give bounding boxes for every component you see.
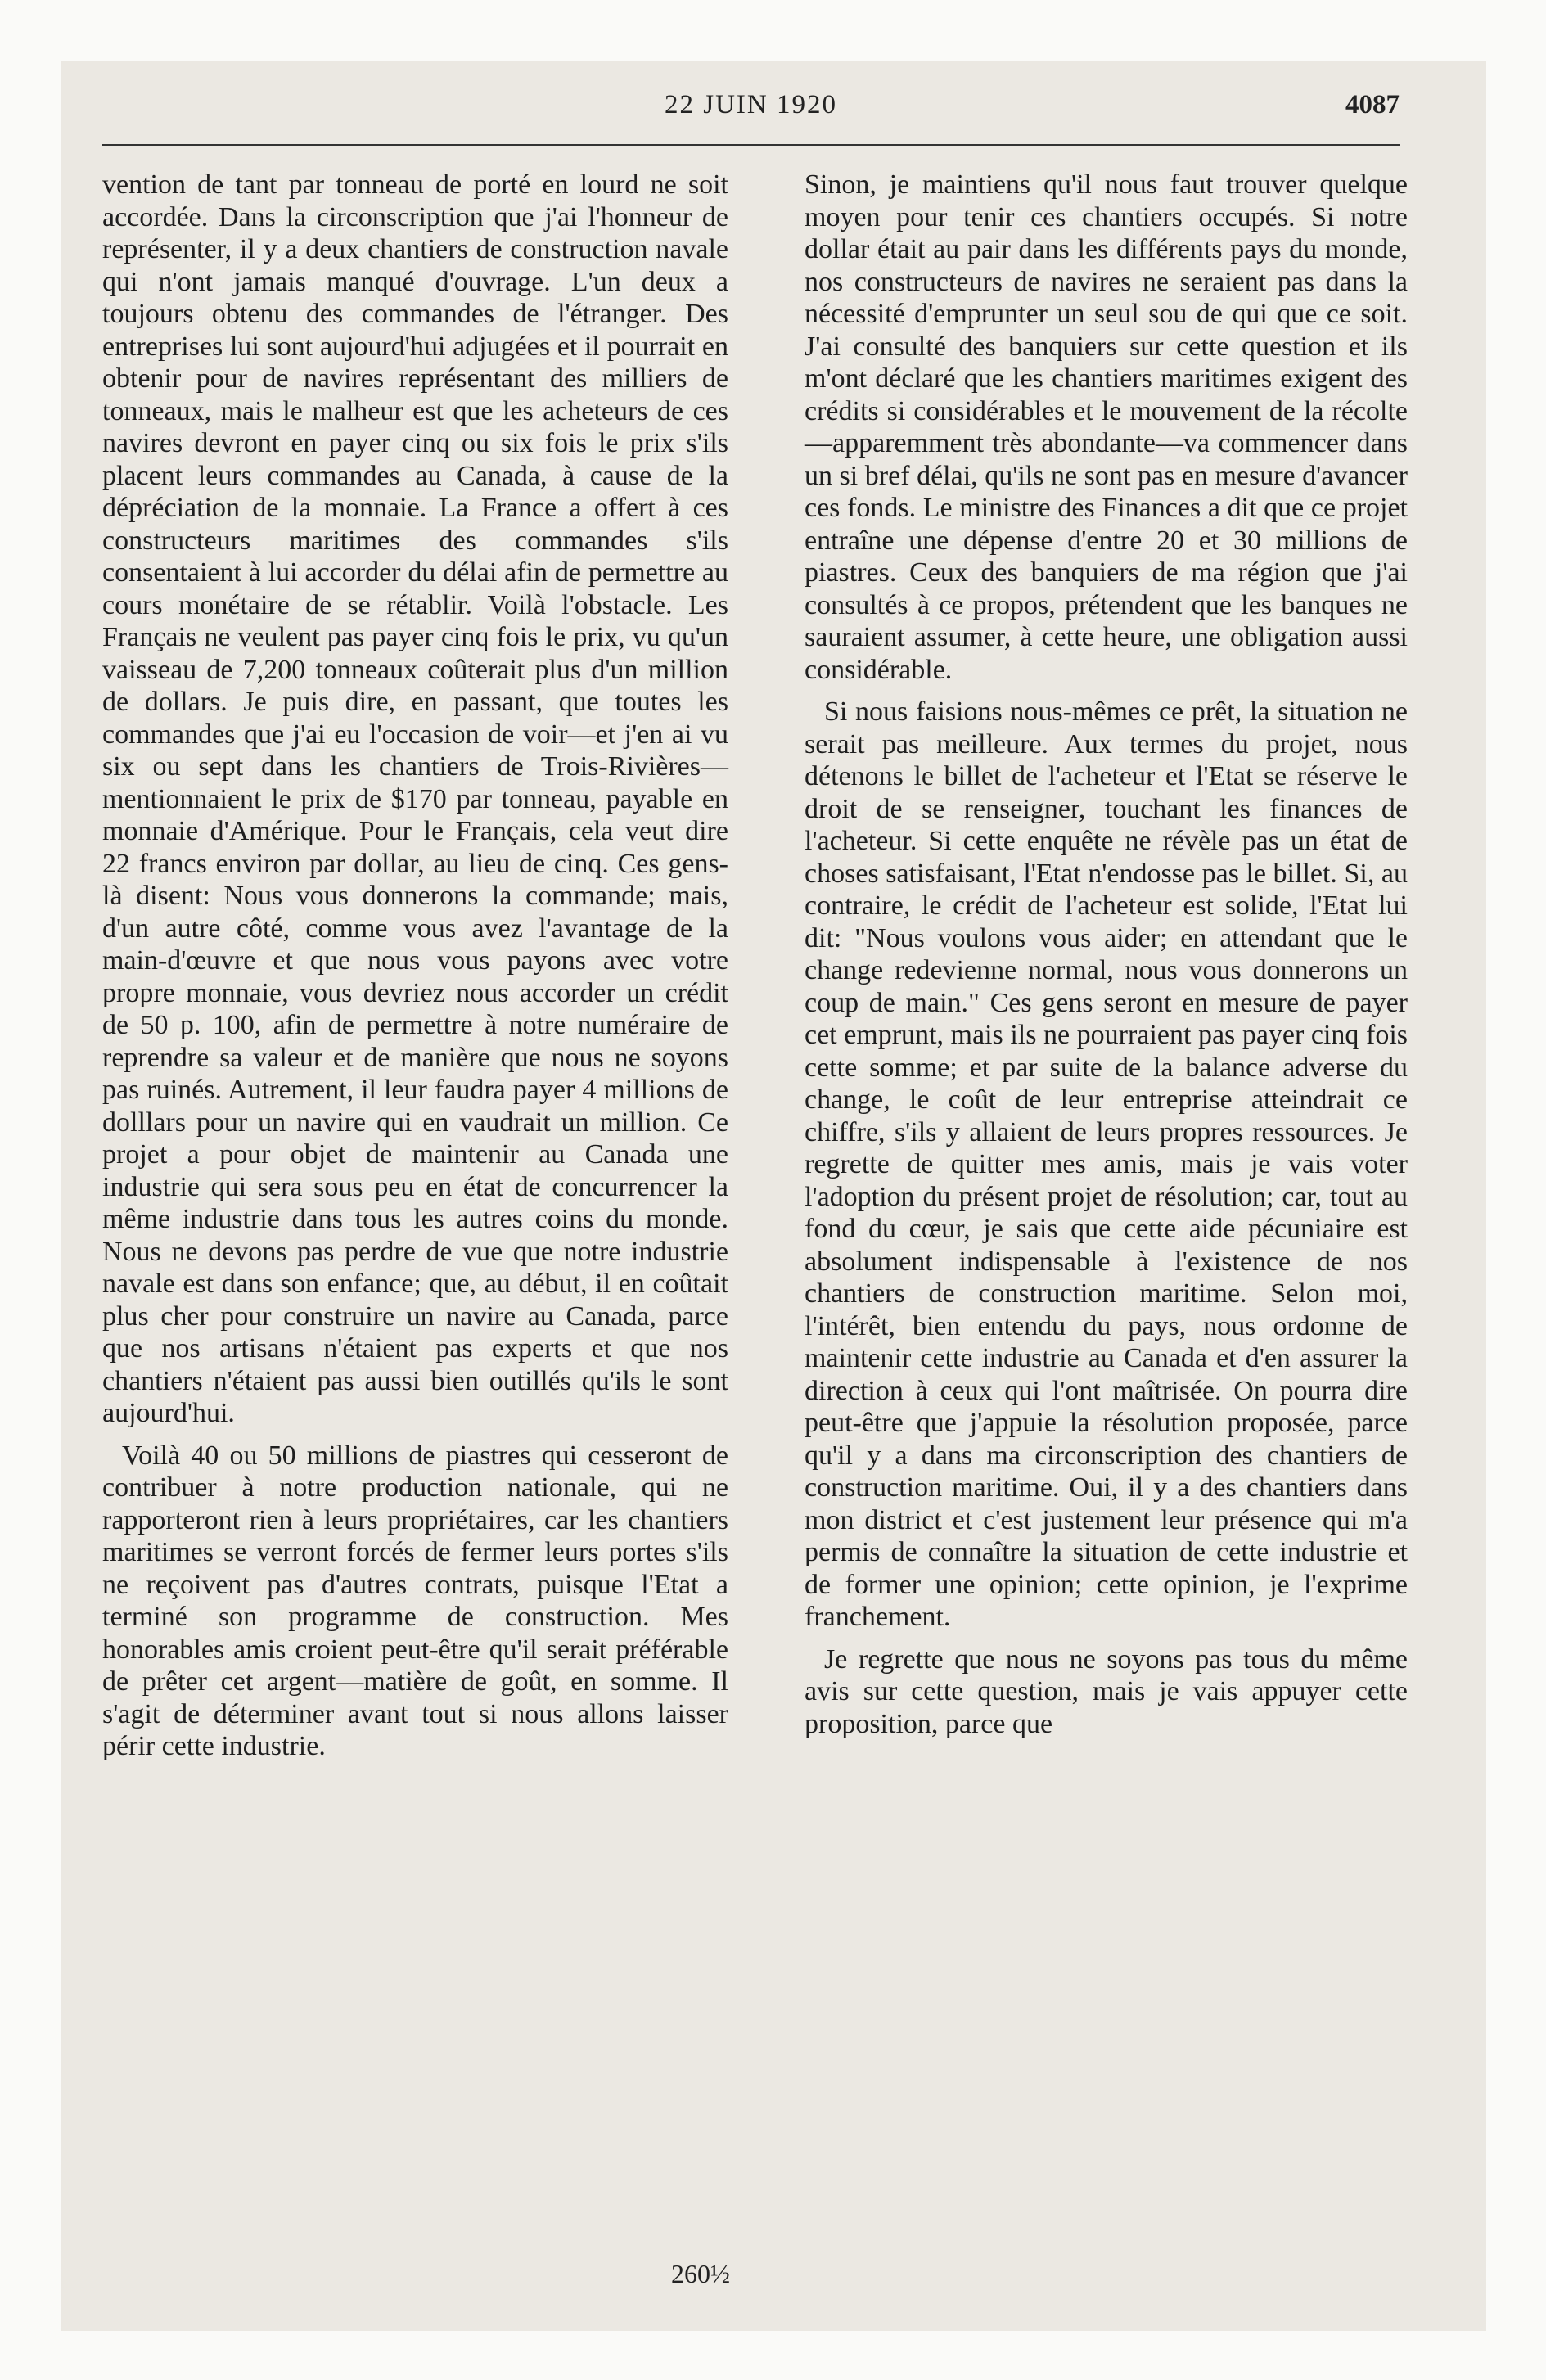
header-date: 22 JUIN 1920 bbox=[665, 90, 837, 119]
header-rule bbox=[102, 144, 1400, 146]
footer-marker: 260½ bbox=[671, 2259, 730, 2288]
right-column bbox=[805, 169, 1408, 1740]
right-paragraph-2: Si nous faisions nous-mêmes ce prêt, la situation ne serait pas meilleure. Aux termes du projet, nous détenons le billet de l'acheteur et l'Etat se réserve le droit de se renseigner, touchant les finances de l'acheteur. Si cette enquête ne révèle pas un état de choses satisfaisant, l'Etat n'endosse pas le billet. Si, au contraire, le crédit de l'acheteur est solide, l'Etat lui dit: "Nous voulons vous aider; en attendant que le change redevienne normal, nous vous donnerons un coup de main." Ces gens seront en mesure de payer cet emprunt, mais ils ne pourraient pas payer cinq fois cette somme; et par suite de la balance adverse du change, le coût de leur entreprise atteindrait ce chiffre, s'ils y allaient de leurs propres ressources. Je regrette de quitter mes amis, mais je vais voter l'adoption du présent projet de résolution; car, tout au fond du cœur, je sais que cette aide pécuniaire est absolument indispensable à l'existence de nos chantiers de construction maritime. Selon moi, l'intérêt, bien entendu du pays, nous ordonne de maintenir cette industrie au Canada et d'en assurer la direction à ceux qui l'ont maîtrisée. On pourra dire peut-être que j'appuie la résolution proposée, parce qu'il y a dans ma circonscription des chantiers de construction maritime. Oui, il y a des chantiers dans mon district et c'est justement leur présence qui m'a permis de connaître la situation de cette industrie et de former une opinion; cette opinion, je l'exprime franchement. bbox=[805, 696, 1408, 1632]
right-paragraph-1: Sinon, je maintiens qu'il nous faut trouver quelque moyen pour tenir ces chantiers occupés. Si notre dollar était au pair dans les différents pays du monde, nos constructeurs de navires ne seraient pas dans la nécessité d'emprunter un seul sou de qui que ce soit. J'ai consulté des banquiers sur cette question et ils m'ont déclaré que les chantiers maritimes exigent des crédits si considérables et le mouvement de la récolte—apparemment très abondante—va commencer dans un si bref délai, qu'ils ne sont pas en mesure d'avancer ces fonds. Le ministre des Finances a dit que ce projet entraîne une dépense d'entre 20 et 30 millions de piastres. Ceux des banquiers de ma région que j'ai consultés à ce propos, prétendent que les banques ne sauraient assumer, à cette heure, une obligation aussi considérable. bbox=[805, 169, 1408, 685]
right-paragraph-3: Je regrette que nous ne soyons pas tous du même avis sur cette question, mais je vais appuyer cette proposition, parce que bbox=[805, 1643, 1408, 1739]
header-page-number: 4087 bbox=[1345, 90, 1400, 119]
left-paragraph-1: vention de tant par tonneau de porté en lourd ne soit accordée. Dans la circonscription que j'ai l'honneur de représenter, il y a deux chantiers de construction navale qui n'ont jamais manqué d'ouvrage. L'un deux a toujours obtenu des commandes de l'étranger. Des entreprises lui sont aujourd'hui adjugées et il pourrait en obtenir pour de navires représentant des milliers de tonneaux, mais le malheur est que les acheteurs de ces navires devront en payer cinq ou six fois le prix s'ils placent leurs commandes au Canada, à cause de la dépréciation de la monnaie. La France a offert à ces constructeurs maritimes des commandes s'ils consentaient à lui accorder du délai afin de permettre au cours monétaire de se rétablir. Voilà l'obstacle. Les Français ne veulent pas payer cinq fois le prix, vu qu'un vaisseau de 7,200 tonneaux coûterait plus d'un million de dollars. Je puis dire, en passant, que toutes les commandes que j'ai eu l'occasion de voir—et j'en ai vu six ou sept dans les chantiers de Trois-Rivières—mentionnaient le prix de $170 par tonneau, payable en monnaie d'Amérique. Pour le Français, cela veut dire 22 francs environ par dollar, au lieu de cinq. Ces gens-là disent: Nous vous donnerons la commande; mais, d'un autre côté, comme vous avez l'avantage de la main-d'œuvre et que nous vous payons avec votre propre monnaie, vous devriez nous accorder un crédit de 50 p. 100, afin de permettre à notre numéraire de reprendre sa valeur et de manière que nous ne soyons pas ruinés. Autrement, il leur faudra payer 4 millions de dolllars pour un navire qui en vaudrait un million. Ce projet a pour objet de maintenir au Canada une industrie qui sera sous peu en état de concurrencer la même industrie dans tous les autres coins du monde. Nous ne devons pas perdre de vue que notre industrie navale est dans son enfance; que, au début, il en coûtait plus cher pour construire un navire au Canada, parce que nos artisans n'étaient pas experts et que nos chantiers n'étaient pas aussi bien outillés qu'ils le sont aujourd'hui. bbox=[102, 169, 728, 1428]
left-column bbox=[102, 169, 728, 1763]
page-header bbox=[102, 90, 1400, 131]
left-paragraph-2: Voilà 40 ou 50 millions de piastres qui cesseront de contribuer à notre production nationale, qui ne rapporteront rien à leurs propriétaires, car les chantiers maritimes se verront forcés de fermer leurs portes s'ils ne reçoivent pas d'autres contrats, puisque l'Etat a terminé son programme de construction. Mes honorables amis croient peut-être qu'il serait préférable de prêter cet argent—matière de goût, en somme. Il s'agit de déterminer avant tout si nous allons laisser périr cette industrie. bbox=[102, 1440, 728, 1761]
